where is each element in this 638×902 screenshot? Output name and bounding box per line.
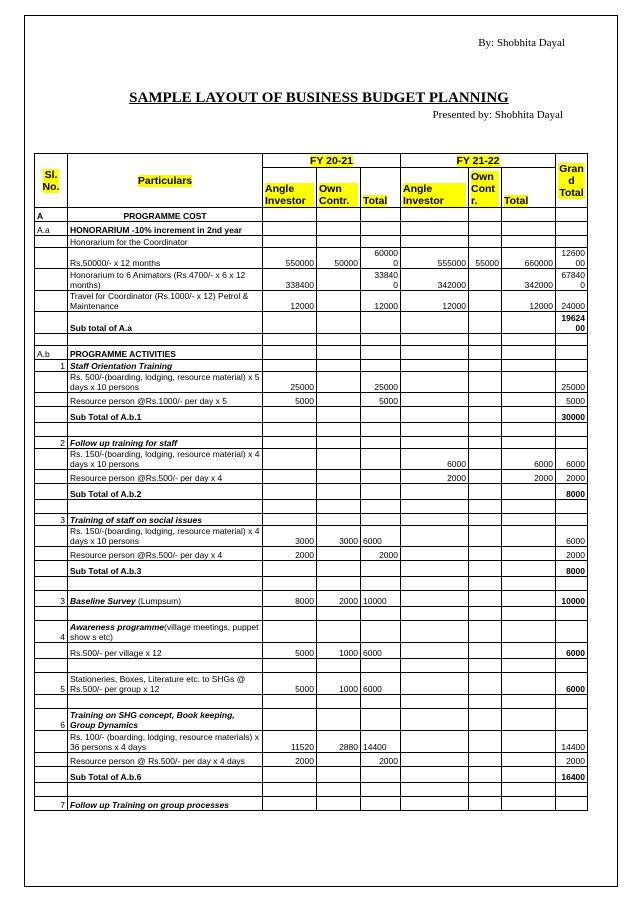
table-row: A.b PROGRAMME ACTIVITIES bbox=[35, 346, 588, 360]
table-row: 3 Training of staff on social issues bbox=[35, 514, 588, 526]
table-row: 5 Stationeries, Boxes, Literature etc. to SHGs @ Rs.500/- per group x 12 5000 1000 6000 6000 bbox=[35, 673, 588, 695]
table-row bbox=[35, 695, 588, 709]
fy1-own-header: Own Contr. bbox=[317, 168, 361, 208]
table-row: Honorarium to 6 Animators (Rs.4700/- x 6 x 12 months) 338400 33840 0 342000 342000 67840 0 bbox=[35, 269, 588, 291]
table-row bbox=[35, 577, 588, 591]
fy1-header: FY 20-21 bbox=[263, 154, 401, 168]
table-row: Travel for Coordinator (Rs.1000/- x 12) Petrol & Maintenance 12000 12000 12000 12000 24000 bbox=[35, 291, 588, 312]
table-row: Sub Total of A.b.3 8000 bbox=[35, 561, 588, 577]
table-row: 1 Staff Orientation Training bbox=[35, 360, 588, 372]
table-row bbox=[35, 607, 588, 621]
table-row: Sub Total of A.b.2 8000 bbox=[35, 484, 588, 500]
budget-table bbox=[34, 153, 588, 811]
document-title: SAMPLE LAYOUT OF BUSINESS BUDGET PLANNING bbox=[129, 90, 509, 106]
table-row: 3 Baseline Survey (Lumpsum) 8000 2000 10000 10000 bbox=[35, 591, 588, 607]
fy2-total-header: Total bbox=[502, 168, 556, 208]
table-row bbox=[35, 659, 588, 673]
table-row: A PROGRAMME COST bbox=[35, 208, 588, 222]
table-row: Rs. 500/-(boarding, lodging, resource material) x 5 days x 10 persons 25000 25000 25000 bbox=[35, 372, 588, 393]
table-row: Rs. 100/- (boarding, lodging, resource materials) x 36 persons x 4 days 11520 2880 14400 14400 bbox=[35, 731, 588, 753]
fy2-angel-header: Angle Investor bbox=[401, 168, 469, 208]
table-row: Rs. 150/-(boarding, lodging, resource material) x 4 days x 10 persons 6000 6000 6000 bbox=[35, 449, 588, 470]
fy1-total-header: Total bbox=[361, 168, 401, 208]
table-row: Resource person @ Rs.500/- per day x 4 days 2000 2000 2000 bbox=[35, 753, 588, 767]
table-row: 4 Awareness programme(village meetings, puppet show s etc) bbox=[35, 621, 588, 643]
table-row: Resource person @Rs.1000/- per day x 5 5000 5000 5000 bbox=[35, 393, 588, 407]
table-row: Sub Total of A.b.1 30000 bbox=[35, 407, 588, 423]
table-row bbox=[35, 500, 588, 514]
presenter-line: Presented by: Shobhita Dayal bbox=[432, 109, 563, 121]
table-row: Sub Total of A.b.6 16400 bbox=[35, 767, 588, 783]
table-row: Rs. 150/-(boarding, lodging, resource material) x 4 days x 10 persons 3000 3000 6000 6000 bbox=[35, 526, 588, 547]
fy2-own-header: Own Cont r. bbox=[469, 168, 502, 208]
sl-header: Sl. No. bbox=[35, 154, 68, 208]
table-row: A.a HONORARIUM -10% increment in 2nd year bbox=[35, 222, 588, 236]
table-row: Resource person @Rs.500/- per day x 4 2000 2000 2000 bbox=[35, 547, 588, 561]
table-row: Rs.50000/- x 12 months 550000 50000 60000 0 555000 55000 660000 12600 00 bbox=[35, 248, 588, 269]
particulars-header: Particulars bbox=[68, 154, 263, 208]
grand-total-header: Gran d Total bbox=[556, 154, 588, 208]
table-row bbox=[35, 334, 588, 346]
table-row: Rs.500/- per village x 12 5000 1000 6000 6000 bbox=[35, 643, 588, 659]
fy2-header: FY 21-22 bbox=[401, 154, 556, 168]
table-row: 7 Follow up Training on group processes bbox=[35, 797, 588, 811]
fy1-angel-header: Angle Investor bbox=[263, 168, 317, 208]
table-row: Resource person @Rs.500/- per day x 4 2000 2000 2000 bbox=[35, 470, 588, 484]
table-row: Honorarium for the Coordinator bbox=[35, 236, 588, 248]
author-line: By: Shobhita Dayal bbox=[478, 37, 565, 49]
table-row: 6 Training on SHG concept, Book keeping, Group Dynamics bbox=[35, 709, 588, 731]
table-row: 2 Follow up training for staff bbox=[35, 437, 588, 449]
table-row bbox=[35, 783, 588, 797]
table-row: Sub total of A.a 19624 00 bbox=[35, 312, 588, 334]
table-row bbox=[35, 423, 588, 437]
